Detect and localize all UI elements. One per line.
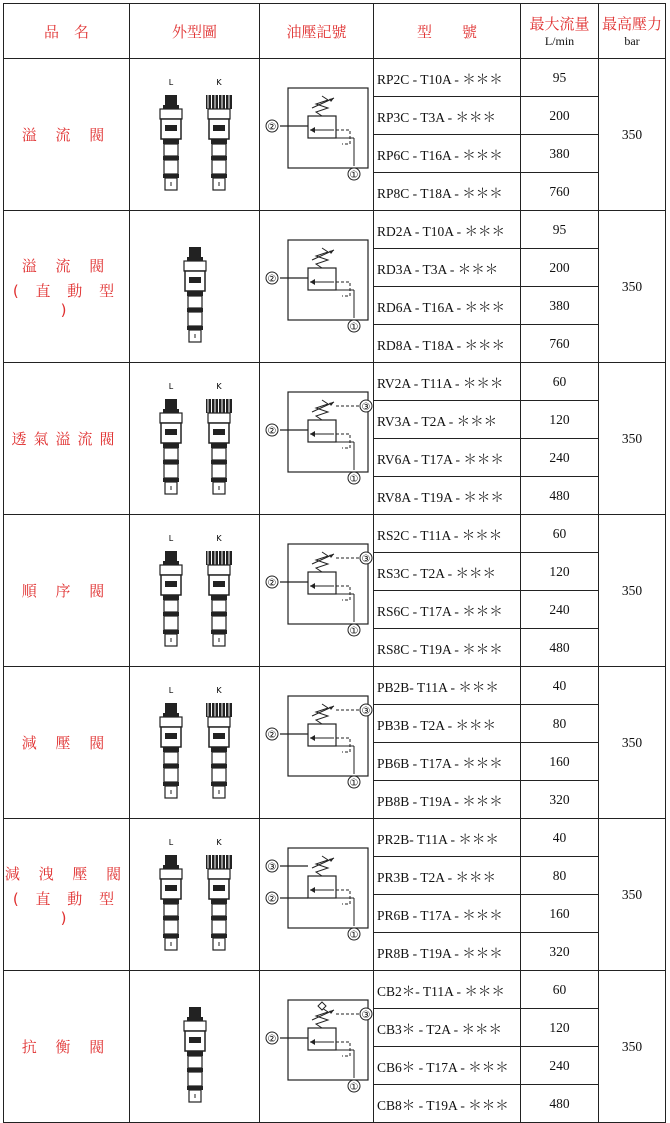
svg-text:②: ② — [267, 425, 277, 437]
valve-cartridge-picture — [177, 985, 213, 1105]
header-appearance: 外型圖 — [130, 4, 260, 59]
header-symbol: 油壓記號 — [260, 4, 374, 59]
appearance-cell — [130, 819, 260, 971]
flow-cell: 160 — [521, 743, 599, 781]
hydraulic-symbol — [260, 382, 374, 492]
product-name-cell — [4, 515, 130, 667]
valve-cartridge-picture — [201, 529, 237, 649]
valve-cartridge-picture — [153, 73, 189, 193]
pressure-cell: 350 — [599, 211, 666, 363]
flow-cell: 80 — [521, 857, 599, 895]
hydraulic-symbol — [260, 230, 374, 340]
valve-picture-label: L — [168, 685, 173, 695]
symbol-cell — [260, 363, 374, 515]
table-row — [4, 819, 666, 857]
symbol-cell — [260, 667, 374, 819]
flow-cell: 60 — [521, 515, 599, 553]
symbol-cell — [260, 971, 374, 1123]
valve-picture — [153, 681, 189, 805]
model-cell: RV3A - T2A - ＊＊＊ — [374, 401, 521, 439]
model-cell: CB8＊ - T19A - ＊＊＊ — [374, 1085, 521, 1123]
valve-picture-label: L — [168, 837, 173, 847]
header-model: 型 號 — [374, 4, 521, 59]
model-cell: RD8A - T18A - ＊＊＊ — [374, 325, 521, 363]
product-name: 減 壓 閥 — [21, 734, 112, 752]
table-row — [4, 363, 666, 401]
valve-picture-label: K — [215, 837, 222, 847]
flow-cell: 120 — [521, 553, 599, 591]
svg-text:③: ③ — [361, 401, 371, 413]
svg-text:①: ① — [349, 169, 359, 181]
svg-text:③: ③ — [267, 861, 277, 873]
product-name: 順 序 閥 — [21, 582, 112, 600]
header-row — [4, 4, 666, 59]
svg-text:①: ① — [349, 1081, 359, 1093]
model-cell: RP6C - T16A - ＊＊＊ — [374, 135, 521, 173]
valve-picture-label: L — [168, 533, 173, 543]
model-cell: CB6＊ - T17A - ＊＊＊ — [374, 1047, 521, 1085]
flow-cell: 80 — [521, 705, 599, 743]
model-cell: RV2A - T11A - ＊＊＊ — [374, 363, 521, 401]
valve-cartridge-picture — [153, 833, 189, 953]
model-cell: PB6B - T17A - ＊＊＊ — [374, 743, 521, 781]
model-cell: PR6B - T17A - ＊＊＊ — [374, 895, 521, 933]
table-row — [4, 667, 666, 705]
table-row — [4, 211, 666, 249]
flow-cell: 320 — [521, 933, 599, 971]
model-cell: RS2C - T11A - ＊＊＊ — [374, 515, 521, 553]
model-cell: RV6A - T17A - ＊＊＊ — [374, 439, 521, 477]
model-cell: RS8C - T19A - ＊＊＊ — [374, 629, 521, 667]
model-cell: CB2＊- T11A - ＊＊＊ — [374, 971, 521, 1009]
model-cell: RS6C - T17A - ＊＊＊ — [374, 591, 521, 629]
hydraulic-symbol — [260, 990, 374, 1100]
symbol-cell — [260, 59, 374, 211]
flow-cell: 480 — [521, 1085, 599, 1123]
appearance-cell — [130, 363, 260, 515]
pressure-cell: 350 — [599, 363, 666, 515]
valve-cartridge-picture — [201, 681, 237, 801]
svg-text:②: ② — [267, 273, 277, 285]
product-name-cell — [4, 819, 130, 971]
pressure-cell: 350 — [599, 819, 666, 971]
appearance-cell — [130, 211, 260, 363]
flow-cell: 200 — [521, 249, 599, 287]
header-pressure — [599, 4, 666, 59]
valve-cartridge-picture — [153, 377, 189, 497]
appearance-cell — [130, 515, 260, 667]
flow-cell: 240 — [521, 1047, 599, 1085]
svg-text:②: ② — [267, 1033, 277, 1045]
model-cell: RP8C - T18A - ＊＊＊ — [374, 173, 521, 211]
flow-cell: 240 — [521, 591, 599, 629]
model-cell: PR2B- T11A - ＊＊＊ — [374, 819, 521, 857]
valve-picture — [153, 529, 189, 653]
model-cell: RD3A - T3A - ＊＊＊ — [374, 249, 521, 287]
flow-cell: 480 — [521, 629, 599, 667]
appearance-cell — [130, 971, 260, 1123]
valve-picture-label: K — [215, 77, 222, 87]
product-name: 溢 流 閥 — [21, 256, 112, 275]
flow-cell: 95 — [521, 59, 599, 97]
model-cell: PR8B - T19A - ＊＊＊ — [374, 933, 521, 971]
svg-text:①: ① — [349, 321, 359, 333]
product-name-cell — [4, 971, 130, 1123]
product-name-cell — [4, 667, 130, 819]
pressure-cell: 350 — [599, 667, 666, 819]
header-pressure-unit: bar — [624, 34, 640, 48]
pressure-cell: 350 — [599, 59, 666, 211]
flow-cell: 120 — [521, 401, 599, 439]
model-cell: RV8A - T19A - ＊＊＊ — [374, 477, 521, 515]
svg-text:③: ③ — [361, 705, 371, 717]
table-row — [4, 515, 666, 553]
svg-text:②: ② — [267, 577, 277, 589]
flow-cell: 380 — [521, 135, 599, 173]
appearance-cell — [130, 667, 260, 819]
flow-cell: 760 — [521, 173, 599, 211]
header-pressure-label: 最高壓力 — [601, 15, 662, 33]
valve-cartridge-picture — [201, 73, 237, 193]
valve-picture — [201, 833, 237, 957]
product-subtitle: ( 直 動 型 ) — [12, 281, 121, 319]
valve-cartridge-picture — [177, 225, 213, 345]
svg-text:③: ③ — [361, 553, 371, 565]
hydraulic-symbol — [260, 686, 374, 796]
hydraulic-symbol — [260, 838, 374, 948]
valve-picture-label: K — [215, 381, 222, 391]
product-name: 溢 流 閥 — [21, 126, 112, 144]
header-flow-unit: L/min — [544, 34, 575, 48]
flow-cell: 40 — [521, 667, 599, 705]
flow-cell: 480 — [521, 477, 599, 515]
valve-cartridge-picture — [201, 377, 237, 497]
model-cell: PB8B - T19A - ＊＊＊ — [374, 781, 521, 819]
product-subtitle: ( 直 動 型 ) — [12, 889, 121, 927]
valve-picture — [153, 73, 189, 197]
flow-cell: 60 — [521, 971, 599, 1009]
flow-cell: 95 — [521, 211, 599, 249]
model-cell: RD6A - T16A - ＊＊＊ — [374, 287, 521, 325]
svg-text:①: ① — [349, 777, 359, 789]
valve-picture-label: K — [215, 533, 222, 543]
valve-picture — [177, 225, 213, 349]
symbol-cell — [260, 515, 374, 667]
valve-picture — [153, 833, 189, 957]
model-cell: CB3＊ - T2A - ＊＊＊ — [374, 1009, 521, 1047]
valve-picture-label: L — [168, 77, 173, 87]
appearance-cell — [130, 59, 260, 211]
valve-picture-label: L — [168, 381, 173, 391]
svg-text:②: ② — [267, 729, 277, 741]
valve-cartridge-picture — [201, 833, 237, 953]
svg-text:②: ② — [267, 121, 277, 133]
hydraulic-symbol — [260, 78, 374, 188]
pressure-cell: 350 — [599, 971, 666, 1123]
model-cell: RD2A - T10A - ＊＊＊ — [374, 211, 521, 249]
valve-picture — [201, 377, 237, 501]
flow-cell: 760 — [521, 325, 599, 363]
model-cell: RS3C - T2A - ＊＊＊ — [374, 553, 521, 591]
header-flow-label: 最大流量 — [529, 15, 590, 33]
symbol-cell — [260, 819, 374, 971]
flow-cell: 380 — [521, 287, 599, 325]
flow-cell: 320 — [521, 781, 599, 819]
product-name: 抗 衡 閥 — [21, 1038, 112, 1056]
product-name: 透氣溢流閥 — [11, 430, 122, 448]
product-name-cell — [4, 363, 130, 515]
product-name: 減 洩 壓 閥 — [4, 864, 129, 883]
valve-picture — [201, 73, 237, 197]
table-row — [4, 59, 666, 97]
model-cell: PB2B- T11A - ＊＊＊ — [374, 667, 521, 705]
svg-text:②: ② — [267, 893, 277, 905]
flow-cell: 160 — [521, 895, 599, 933]
model-cell: PB3B - T2A - ＊＊＊ — [374, 705, 521, 743]
flow-cell: 40 — [521, 819, 599, 857]
model-cell: RP3C - T3A - ＊＊＊ — [374, 97, 521, 135]
product-name-cell — [4, 211, 130, 363]
hydraulic-symbol — [260, 534, 374, 644]
header-name: 品 名 — [4, 4, 130, 59]
svg-text:①: ① — [349, 473, 359, 485]
valve-picture — [177, 985, 213, 1109]
svg-text:①: ① — [349, 625, 359, 637]
flow-cell: 240 — [521, 439, 599, 477]
svg-text:③: ③ — [361, 1009, 371, 1021]
table-row — [4, 971, 666, 1009]
svg-text:①: ① — [349, 929, 359, 941]
model-cell: PR3B - T2A - ＊＊＊ — [374, 857, 521, 895]
product-name-cell — [4, 59, 130, 211]
flow-cell: 60 — [521, 363, 599, 401]
header-flow — [521, 4, 599, 59]
model-cell: RP2C - T10A - ＊＊＊ — [374, 59, 521, 97]
valve-picture — [201, 529, 237, 653]
symbol-cell — [260, 211, 374, 363]
valve-picture — [153, 377, 189, 501]
pressure-cell: 350 — [599, 515, 666, 667]
product-table — [3, 3, 666, 1123]
valve-cartridge-picture — [153, 529, 189, 649]
valve-picture-label: K — [215, 685, 222, 695]
valve-cartridge-picture — [153, 681, 189, 801]
flow-cell: 120 — [521, 1009, 599, 1047]
valve-picture — [201, 681, 237, 805]
flow-cell: 200 — [521, 97, 599, 135]
